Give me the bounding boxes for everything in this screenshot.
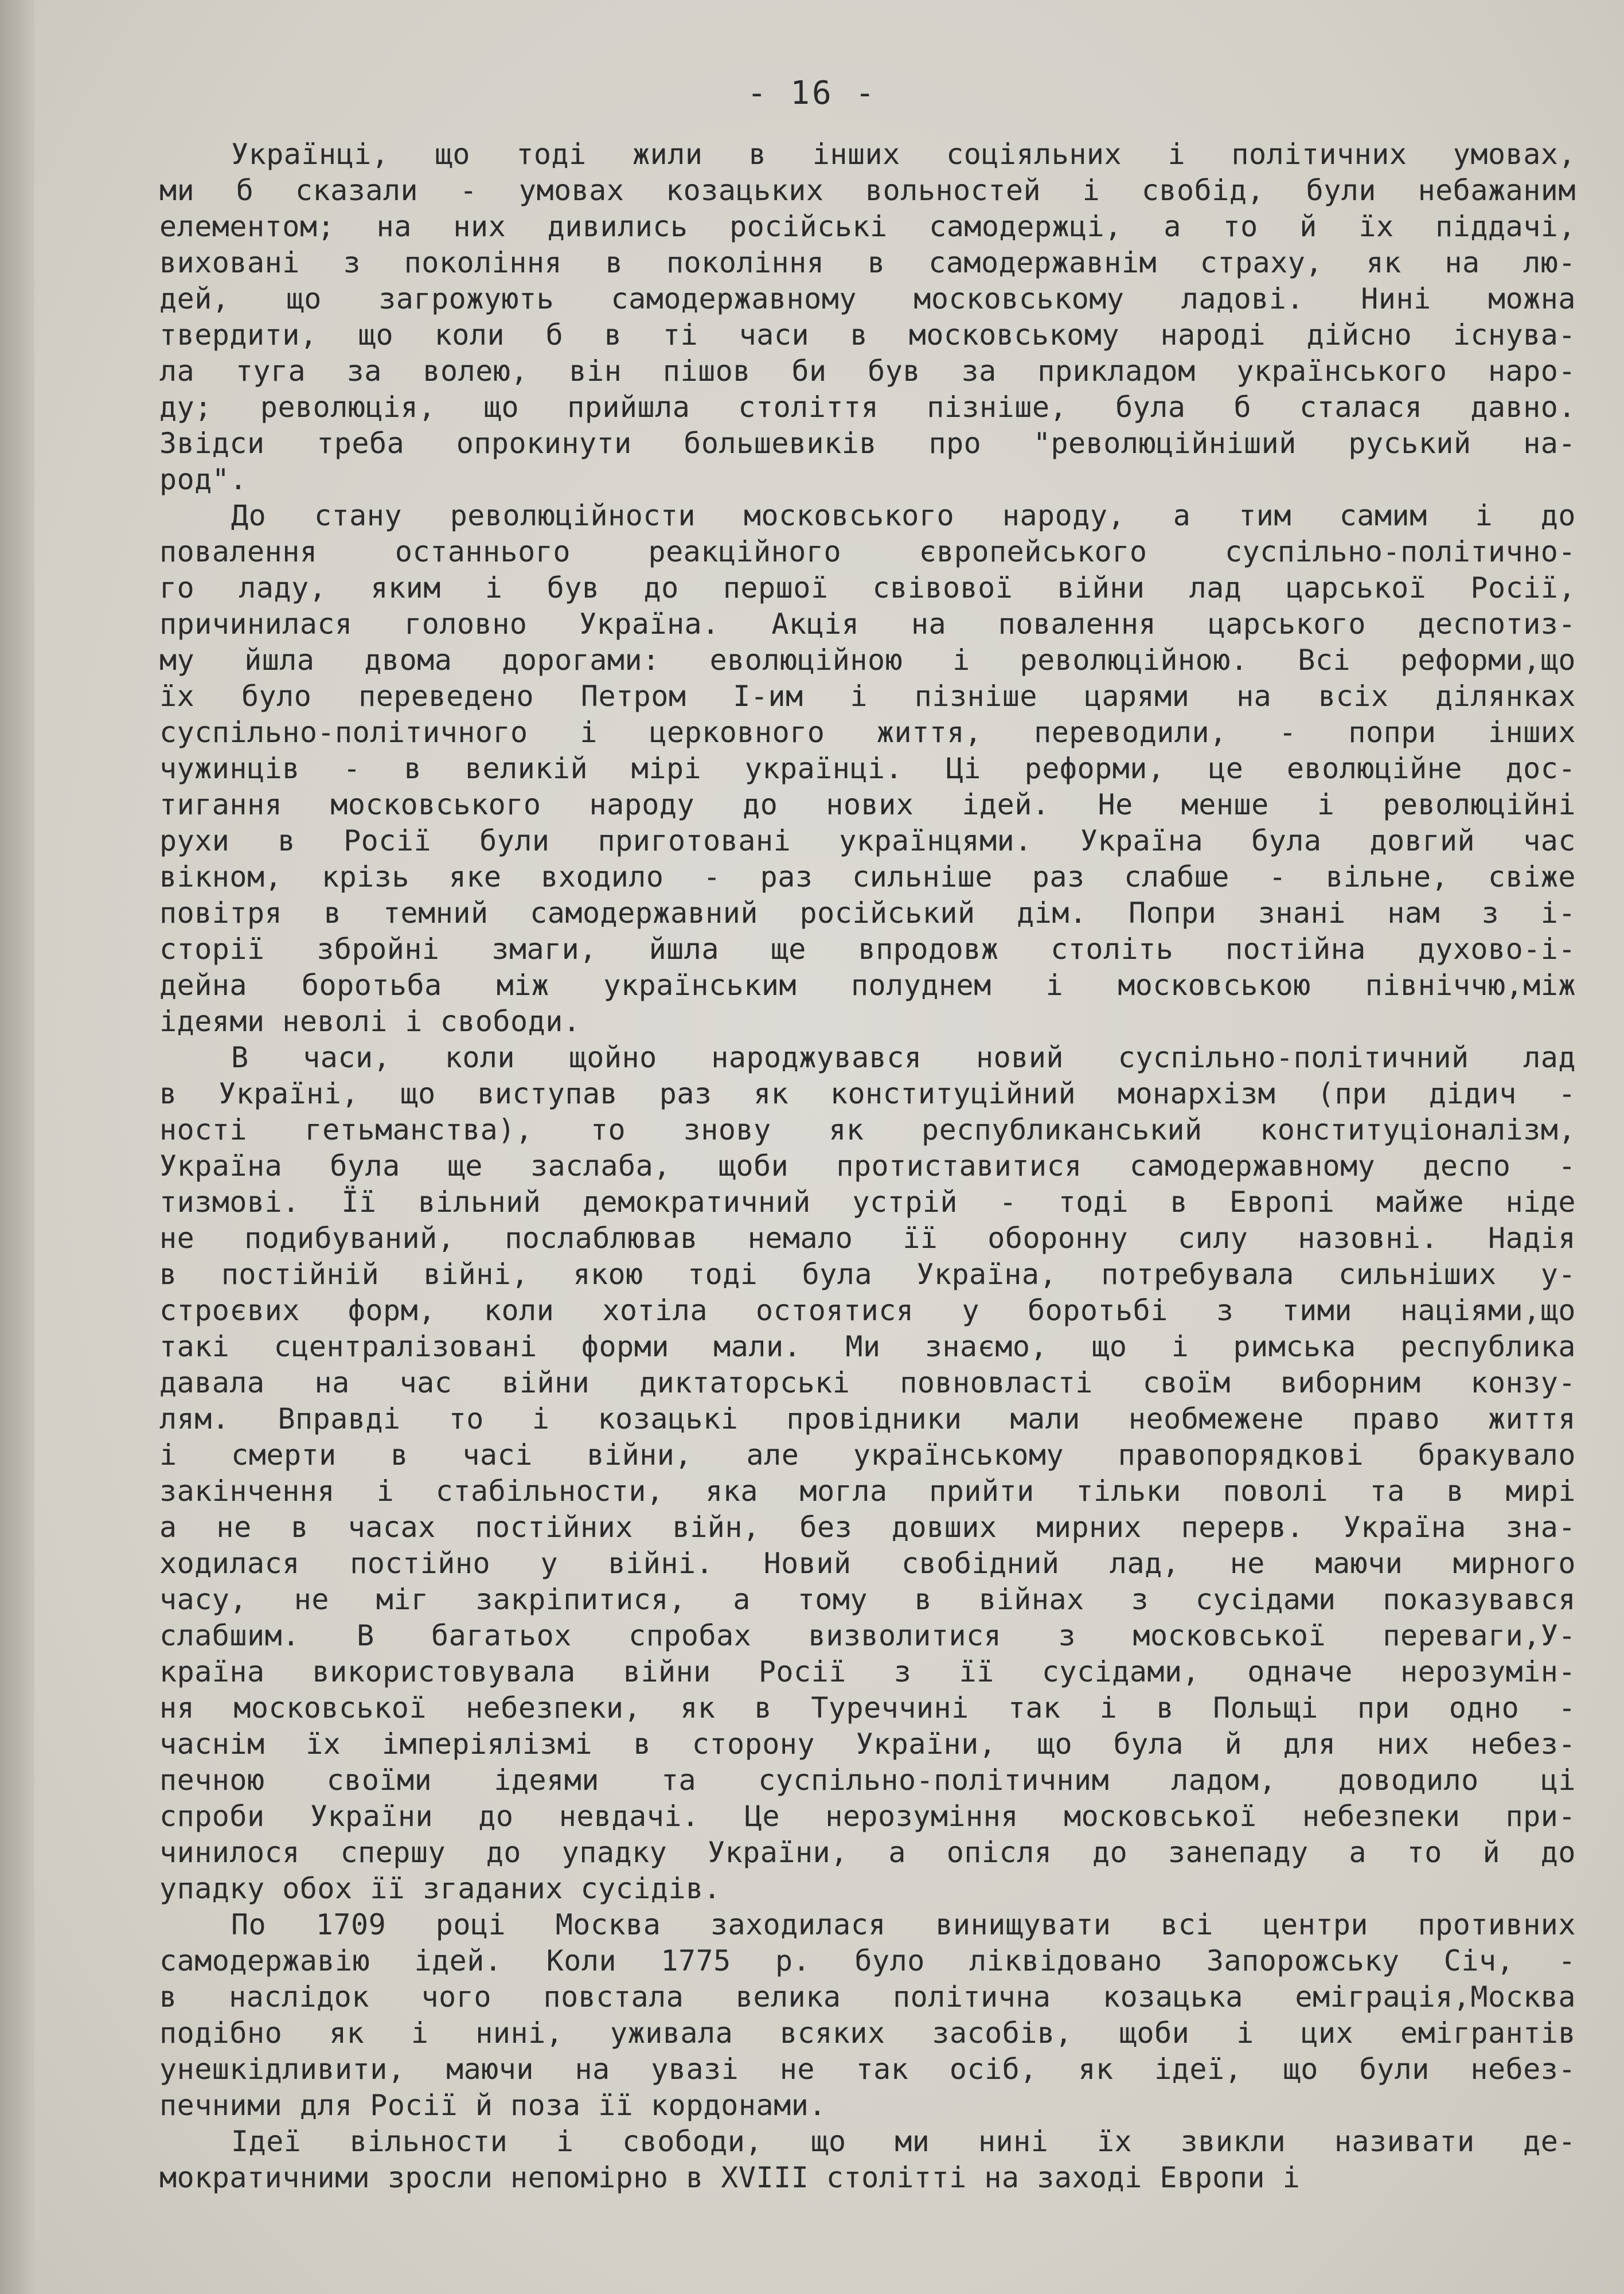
text-line: слабшим. В багатьох спробах визволитися з московської переваги,У-: [159, 1619, 1576, 1652]
text-line: тигання московського народу до нових ідей. Не менше і революційні: [159, 788, 1576, 821]
document-body: [159, 136, 1576, 2196]
text-line: такі сцентралізовані форми мали. Ми знаємо, що і римська республика: [159, 1330, 1576, 1363]
text-line: їх було переведено Петром І-им і пізніше царями на всіх ділянках: [159, 680, 1576, 713]
text-line: країна використовувала війни Росії з її сусідами, одначе нерозумін-: [159, 1655, 1576, 1688]
text-line: в наслідок чого повстала велика політична козацька еміграція,Москва: [159, 1980, 1576, 2014]
paragraph: [159, 1907, 1576, 2124]
text-line: мократичними зросли непомірно в XVIII столітті на заході Европи і: [159, 2161, 1301, 2194]
text-line: повалення останнього реакційного європейського суспільно-політично-: [159, 535, 1576, 568]
text-line: строєвих форм, коли хотіла остоятися у боротьбі з тими націями,що: [159, 1294, 1576, 1327]
paragraph: [159, 2124, 1576, 2196]
text-line: В часи, коли щойно народжувався новий суспільно-політичний лад: [231, 1041, 1576, 1074]
text-line: ходилася постійно у війні. Новий свобідний лад, не маючи мирного: [159, 1547, 1576, 1580]
text-line: дейна боротьба між українським полуднем і московською північчю,між: [159, 969, 1576, 1002]
text-line: виховані з покоління в покоління в самодержавнім страху, як на лю-: [159, 246, 1576, 279]
text-line: тизмові. Її вільний демократичний устрій - тоді в Европі майже ніде: [159, 1185, 1576, 1219]
text-line: унешкідливити, маючи на увазі не так осіб, як ідеї, що були небез-: [159, 2053, 1576, 2086]
text-line: часнім їх імперіялізмі в сторону України, що була й для них небез-: [159, 1727, 1576, 1761]
paragraph: [159, 136, 1576, 498]
text-line: а не в часах постійних війн, без довших мирних перерв. Україна зна-: [159, 1511, 1576, 1544]
text-line: в постійній війні, якою тоді була Україна, потребувала сильніших у-: [159, 1258, 1576, 1291]
text-line: ду; революція, що прийшла століття пізніше, була б сталася давно.: [159, 391, 1576, 424]
text-line: ла туга за волею, він пішов би був за прикладом українського наро-: [159, 354, 1576, 388]
text-line: вікном, крізь яке входило - раз сильніше раз слабше - вільне, свіже: [159, 860, 1576, 894]
text-line: подібно як і нині, уживала всяких засобів, щоби і цих емігрантів: [159, 2016, 1576, 2050]
text-line: ми б сказали - умовах козацьких вольностей і свобід, були небажаним: [159, 174, 1576, 207]
text-line: Україна була ще заслаба, щоби протиставитися самодержавному деспо -: [159, 1149, 1576, 1183]
text-line: самодержавію ідей. Коли 1775 р. було ліквідовано Запорожську Січ, -: [159, 1944, 1576, 1977]
text-line: печною своїми ідеями та суспільно-політичним ладом, доводило ці: [159, 1764, 1576, 1797]
text-line: причинилася головно Україна. Акція на повалення царського деспотиз-: [159, 607, 1576, 641]
text-line: Українці, що тоді жили в інших соціяльних і політичних умовах,: [231, 138, 1576, 171]
text-line: рухи в Росії були приготовані українцями. Україна була довгий час: [159, 824, 1576, 857]
text-line: Ідеї вільности і свободи, що ми нині їх звикли називати де-: [231, 2125, 1576, 2158]
text-line: спроби України до невдачі. Це нерозуміння московської небезпеки при-: [159, 1800, 1576, 1833]
text-line: закінчення і стабільности, яка могла прийти тільки поволі та в мирі: [159, 1474, 1576, 1508]
text-line: го ладу, яким і був до першої свівової війни лад царської Росії,: [159, 571, 1576, 604]
text-line: в Україні, що виступав раз як конституційний монархізм (при дідич -: [159, 1077, 1576, 1110]
text-line: му йшла двома дорогами: еволюційною і революційною. Всі реформи,що: [159, 643, 1576, 677]
page-edge-shadow: [0, 0, 34, 2294]
text-line: печними для Росії й поза її кордонами.: [159, 2089, 826, 2122]
text-line: суспільно-політичного і церковного життя, переводили, - попри інших: [159, 716, 1576, 749]
text-line: ня московської небезпеки, як в Туреччині так і в Польщі при одно -: [159, 1691, 1576, 1725]
text-line: не подибуваний, послаблював немало її оборонну силу назовні. Надія: [159, 1222, 1576, 1255]
text-line: ідеями неволі і свободи.: [159, 1005, 581, 1038]
text-line: твердити, що коли б в ті часи в московському народі дійсно існува-: [159, 318, 1576, 352]
text-line: часу, не міг закріпитися, а тому в війнах з сусідами показувався: [159, 1583, 1576, 1616]
paragraph: [159, 1040, 1576, 1907]
text-line: По 1709 році Москва заходилася винищувати всі центри противних: [231, 1908, 1576, 1941]
page-number: - 16 -: [747, 75, 877, 112]
text-line: чинилося спершу до упадку України, а опісля до занепаду а то й до: [159, 1836, 1576, 1869]
text-line: і смерти в часі війни, але українському правопорядкові бракувало: [159, 1438, 1576, 1472]
text-line: чужинців - в великій мірі українці. Ці реформи, це еволюційне дос-: [159, 752, 1576, 785]
text-line: давала на час війни диктаторські повновласті своїм виборним конзу-: [159, 1366, 1576, 1399]
text-line: Звідси треба опрокинути большевиків про "революційніший руський на-: [159, 427, 1576, 460]
text-line: До стану революційности московського народу, а тим самим і до: [231, 499, 1576, 532]
text-line: род".: [159, 463, 248, 496]
text-line: дей, що загрожують самодержавному московському ладові. Нині можна: [159, 282, 1576, 315]
text-line: елементом; на них дивились російські самодержці, а то й їх піддачі,: [159, 210, 1576, 243]
text-line: ності гетьманства), то знову як республиканський конституціоналізм,: [159, 1113, 1576, 1146]
text-line: лям. Вправді то і козацькі провідники мали необмежене право життя: [159, 1402, 1576, 1435]
paragraph: [159, 498, 1576, 1040]
text-line: упадку обох її згаданих сусідів.: [159, 1872, 721, 1905]
text-line: сторії збройні змаги, йшла ще впродовж століть постійна духово-і-: [159, 933, 1576, 966]
text-line: повітря в темний самодержавний російський дім. Попри знані нам з і-: [159, 896, 1576, 930]
